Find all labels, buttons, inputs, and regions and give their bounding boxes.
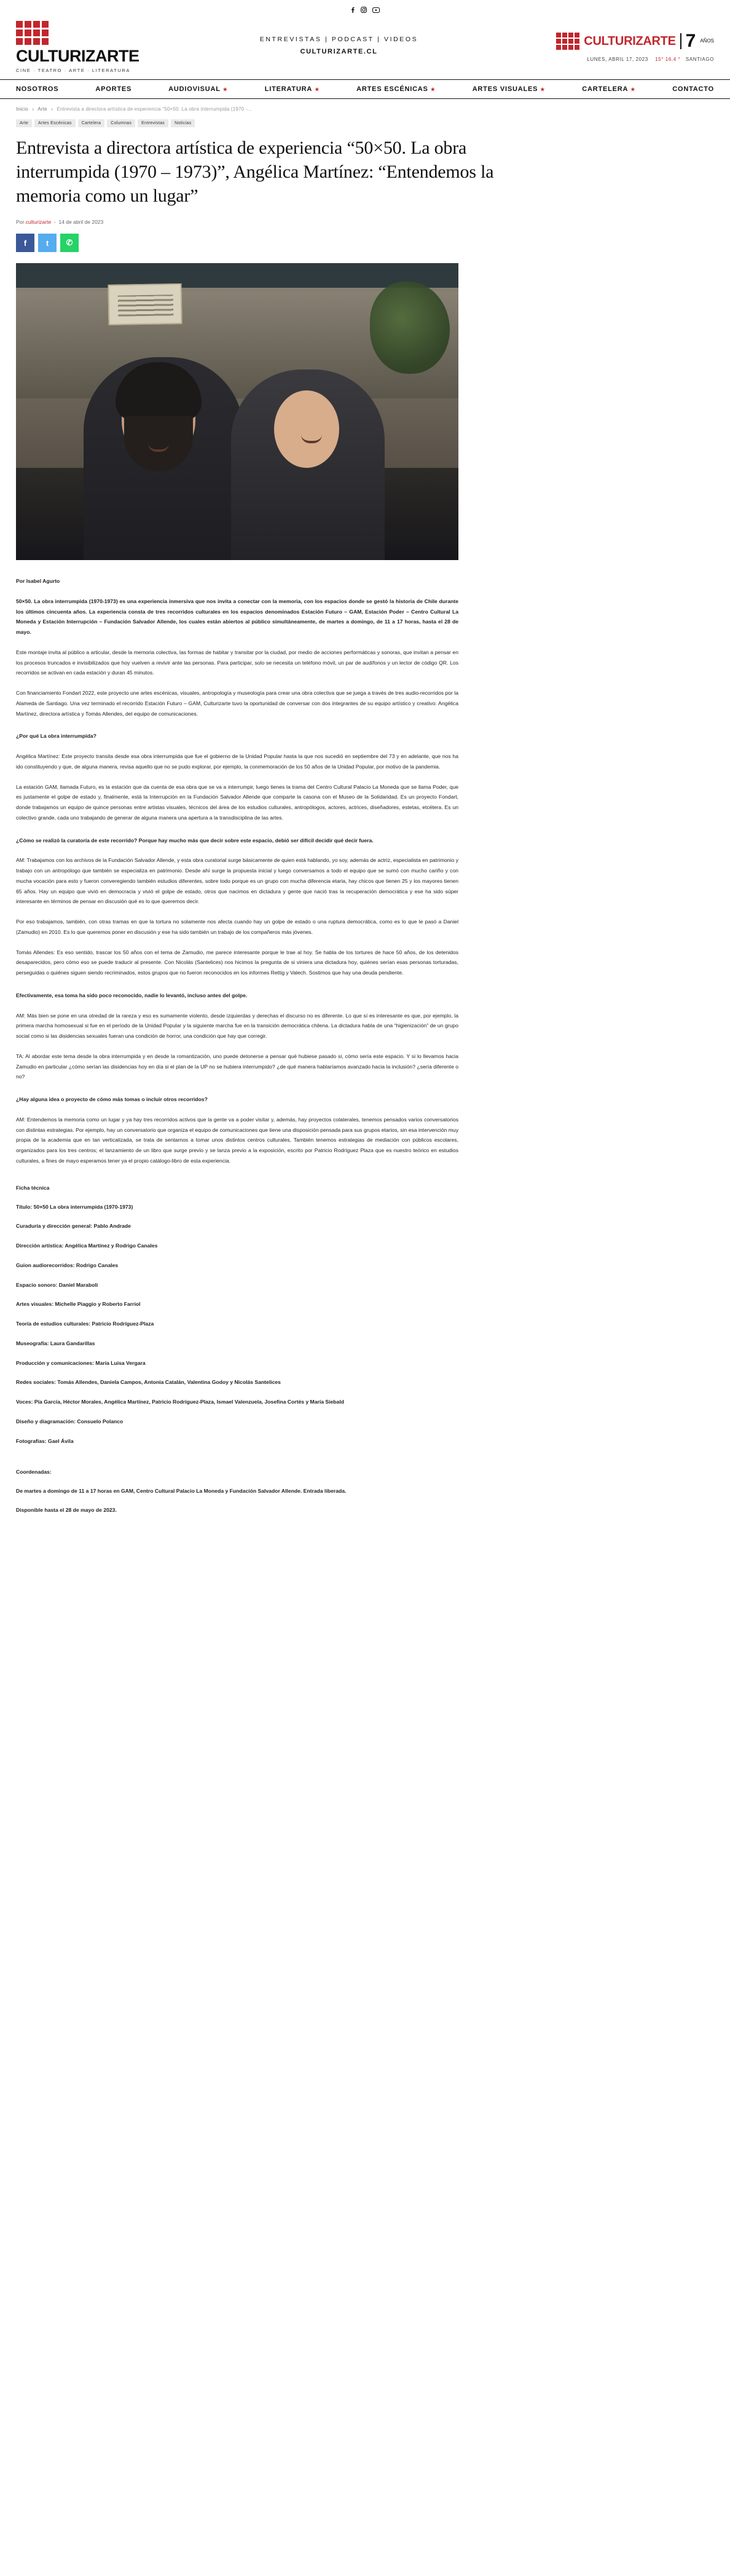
breadcrumb-separator: ›: [32, 106, 34, 112]
article-paragraph: 50×50. La obra interrumpida (1970-1973) es una experiencia inmersiva que nos invita a conectar con la memoria, con los espacios donde se gestó la historia de Chile durante los últimos cincuenta años. La experiencia consta de tres recorridos culturales en los espacios denominados Estación Futuro – GAM, Estación Poder – Centro Cultural La Moneda y Estación Interrupción – Fundación Salvador Allende, los cuales están abiertos al público simultáneamente, de martes a domingo, de 11 a 17 horas, hasta el 28 de mayo.: [16, 598, 458, 635]
anniversary-brand: CULTURIZARTE: [584, 34, 676, 48]
nav-item-audiovisual[interactable]: [168, 85, 228, 93]
share-buttons[interactable]: [16, 234, 714, 252]
facebook-icon[interactable]: [350, 7, 355, 13]
tag-list: [16, 119, 714, 127]
logo-dots: [16, 21, 148, 45]
nav-label: AUDIOVISUAL: [168, 85, 221, 93]
nav-label: APORTES: [95, 85, 132, 93]
ficha-item: Curaduría y dirección general: Pablo Andrade: [16, 1223, 131, 1230]
hero-person-left: [84, 357, 243, 560]
star-icon: ★: [222, 86, 228, 92]
anniversary-divider: [680, 33, 681, 49]
tag-columnas[interactable]: Columnas: [107, 119, 135, 127]
anniversary-number: 7: [685, 31, 696, 51]
nav-label: NOSOTROS: [16, 85, 59, 93]
star-icon: ★: [630, 86, 636, 92]
byline-prefix: Por: [16, 219, 25, 225]
tag-cartelera[interactable]: Cartelera: [78, 119, 105, 127]
hero-banner: [108, 283, 182, 325]
tag-entrevistas[interactable]: Entrevistas: [138, 119, 168, 127]
page-title: Entrevista a directora artística de experiencia “50×50. La obra interrumpida (1970 – 1973)”, Angélica Martínez: “Entendemos la memoria como un lugar”: [16, 138, 494, 206]
logo-tagline: CINE · TEATRO · ARTE · LITERATURA: [16, 68, 131, 73]
star-icon: ★: [430, 86, 436, 92]
ficha-item: Fotografías: Gael Ávila: [16, 1437, 74, 1444]
tag-artes-escenicas[interactable]: Artes Escénicas: [34, 119, 76, 127]
breadcrumb-separator: ›: [51, 106, 53, 112]
tag-arte[interactable]: Arte: [16, 119, 32, 127]
weather-temp: 15° 16.4 °: [655, 57, 681, 62]
nav-item-cartelera[interactable]: [582, 85, 635, 93]
byline-author[interactable]: culturizarte: [25, 219, 52, 225]
article-paragraph: Con financiamiento Fondart 2022, este proyecto une artes escénicas, visuales, antropología y museología para crear una obra colectiva que se juega a través de tres audio-recorridos por la Alameda de Santiago. Una vez terminado el recorrido Estación Futuro – GAM, Culturizarte tuvo la oportunidad de conversar con dos integrantes de su equipo artístico y creativo: Angélica Martínez, directora artística y Tomás Allendes, del equipo de comunicaciones.: [16, 690, 458, 717]
star-icon: ★: [540, 86, 546, 92]
breadcrumb-item-home[interactable]: Inicio: [16, 106, 28, 112]
interview-question: Efectivamente, esa toma ha sido poco reconocido, nadie lo levantó, incluso antes del golpe.: [16, 992, 248, 998]
nav-item-aportes[interactable]: [95, 85, 131, 93]
nav-label: ARTES VISUALES: [472, 85, 538, 93]
ficha-item: Dirección artística: Angélica Martínez y Rodrigo Canales: [16, 1243, 158, 1249]
ficha-item: Guion audiorecorridos: Rodrigo Canales: [16, 1262, 119, 1268]
interview-answer: AM: Entendemos la memoria como un lugar y ya hay tres recorridos activos que la gente va a poder visitar y, además, hay proyectos colaterales, tenemos pensados varios conversatorios con distintas estrategias. Por ejemplo, hay un conversatorio que organiza el equipo de comunicaciones que tiene una disposición pensada para sus grupos etarios, sin esa intervención muy propia de la academia que en tan verticalizada, se trata de sentarnos a tomar unos distintos centros culturales, También tenemos estrategias de mediación con públicos escolares, organizados para los tres centros; el lanzamiento de un libro que surge previo y se lanza previo a la exposición, escrito por Patricio Rodríguez Plaza que es nuestro teórico en estudios culturales, a fines de mayo esperamos tener ya el propio catálogo-libro de esta experiencia.: [16, 1116, 458, 1164]
instagram-icon[interactable]: [361, 7, 367, 13]
nav-label: LITERATURA: [264, 85, 313, 93]
whatsapp-share-button[interactable]: ✆: [60, 234, 79, 252]
ficha-item: Redes sociales: Tomás Allendes, Daniela Campos, Antonia Catalán, Valentina Godoy y Nicolás Santelices: [16, 1379, 281, 1386]
facebook-share-button[interactable]: f: [16, 234, 34, 252]
hero-person-right: [231, 369, 385, 560]
ficha-list: [16, 1202, 458, 1447]
interview-question: ¿Por qué La obra interrumpida?: [16, 733, 96, 740]
ficha-item: Voces: Pía García, Héctor Morales, Angélica Martínez, Patricio Rodríguez-Plaza, Ismael Valenzuela, Josefina Cortés y María Siebald: [16, 1399, 344, 1405]
nav-item-artes-visuales[interactable]: [473, 85, 546, 93]
ficha-item: Espacio sonoro: Daniel Maraboli: [16, 1281, 98, 1288]
article-author-line: Por Isabel Agurto: [16, 578, 60, 584]
coordinates-block: [16, 1467, 458, 1515]
coordinates-item: De martes a domingo de 11 a 17 horas en GAM, Centro Cultural Palacio La Moneda y Fundación Salvador Allende. Entrada liberada.: [16, 1488, 347, 1494]
star-icon: ★: [315, 86, 320, 92]
anniversary-dots: [556, 33, 579, 50]
anniversary-label: AÑOS: [700, 38, 714, 44]
nav-label: ARTES ESCÉNICAS: [356, 85, 428, 93]
interview-question: ¿Hay alguna idea o proyecto de cómo más tomas o incluir otros recorridos?: [16, 1096, 208, 1102]
interview-answer: Angélica Martínez: Este proyecto transita desde esa obra interrumpida que fue el gobierno de la Unidad Popular hasta la que nos sucedió en septiembre del 73 y en adelante, que nos ha ido constituyendo y que, de alguna manera, revisa aquello que no se pudo explorar, por ejemplo, la conmemoración de los 50 años de la Unidad Popular, por motivo de la pandemia.: [16, 753, 458, 770]
byline-date: 14 de abril de 2023: [58, 219, 104, 225]
coordinates-heading: Coordenadas:: [16, 1469, 52, 1476]
site-logo[interactable]: [16, 21, 148, 73]
interview-answer: AM: Más bien se pone en una otredad de la rareza y eso es sumamente violento, desde izquierdas y derechas el discurso no es diferente. Lo que sí es interesante es que, por ejemplo, la primera marcha homosexual si fue en el período de la Unidad Popular y la siguiente marcha fue en la transición democrática chilena. La dictadura habla de una “higienización” de un grupo social como si las disidencias sexuales fueran una condición de horror, una condición que hay que corregir.: [16, 1012, 458, 1039]
social-bar: [0, 0, 730, 16]
masthead-right: [530, 32, 714, 62]
article-paragraph: Este montaje invita al público a articular, desde la memoria colectiva, las formas de habitar y transitar por la ciudad, por medio de acciones performáticas y sonoras, que invitan a pensar en los procesos truncados e invisibilizados que hoy vuelven a revivir ante las personas. Para participar, solo se necesita un teléfono móvil, un par de audífonos y un lector de código QR. Los recorridos se activan en cada estación y duran 45 minutos.: [16, 649, 458, 676]
masthead-date: LUNES, ABRIL 17, 2023: [587, 57, 648, 62]
youtube-icon[interactable]: [372, 7, 380, 13]
logo-wordmark: CULTURIZARTE: [16, 47, 139, 65]
byline: Por culturizarte - 14 de abril de 2023: [16, 219, 104, 225]
interview-answer: Por eso trabajamos, también, con otras tramas en que la tortura no solamente nos afecta cuando hay un golpe de estado o una ruptura democrática, como es lo que le pasó a Daniel (Zamudio) en 2010. Es lo que queremos poner en discusión y ese ha sido también un trabajo de los compañeros más jóvenes.: [16, 919, 458, 935]
nav-item-literatura[interactable]: [265, 85, 320, 93]
interview-answer: La estación GAM, llamada Futuro, es la estación que da cuenta de esa obra que se va a interrumpir, luego tienes la trama del Centro Cultural Palacio La Moneda que se llama Poder, que es justamente el golpe de estado y, finalmente, está la Interrupción en la Fundación Salvador Allende que comparte la casona con el Museo de la Solidaridad. Es un proyecto Fondart, donde trabajamos un equipo de quince personas entre artistas visuales, técnicos del área de los estudios culturales, antropólogos, actores, actrices, diseñadores, estetas, etcétera. Es un colectivo grande, cada uno trabajando de generar de alguna manera una apertura a la transdisciplina de las artes.: [16, 783, 458, 821]
masthead-center: [148, 36, 530, 59]
ficha-item: Museografía: Laura Gandarillas: [16, 1340, 95, 1346]
nav-item-artes-escenicas[interactable]: [356, 85, 436, 93]
hero-image: [16, 263, 458, 560]
article-body: [16, 576, 458, 1515]
ficha-item: Título: 50×50 La obra interrumpida (1970-1973): [16, 1203, 133, 1210]
coordinates-item: Disponible hasta el 28 de mayo de 2023.: [16, 1506, 117, 1513]
nav-item-contacto[interactable]: [672, 85, 714, 93]
ficha-item: Teoría de estudios culturales: Patricio Rodríguez-Plaza: [16, 1321, 154, 1327]
masthead-site-url: CULTURIZARTE.CL: [300, 47, 378, 55]
masthead-nav-line[interactable]: ENTREVISTAS | PODCAST | VIDEOS: [259, 35, 418, 43]
breadcrumb: [16, 99, 714, 117]
ficha-item: Artes visuales: Michelle Piaggio y Roberto Farriol: [16, 1301, 141, 1308]
tag-noticias[interactable]: Noticias: [171, 119, 195, 127]
nav-label: CONTACTO: [672, 85, 714, 93]
interview-answer: Tomás Allendes: Es eso sentido, trascar los 50 años con el tema de Zamudio, me parece interesante porque le trae al hoy. Se habla de los tortures de hace 50 años, de los detenidos desaparecidos, pero cómo eso se puede traducir al presente. Con Nicolás (Santelices) nos hicimos la pregunta de si viniera una dictadura hoy, quiénes serían esas personas torturadas, perseguidas o quiénes siguen siendo recriminados, estos grupos que no fueron reconocidos en los informes Rettig y Valech. Sostimos que hay una deuda pendiente.: [16, 949, 458, 976]
ficha-item: Producción y comunicaciones: María Luisa Vergara: [16, 1359, 146, 1366]
twitter-share-button[interactable]: t: [38, 234, 57, 252]
anniversary-badge: [530, 32, 714, 50]
ficha-item: Diseño y diagramación: Consuelo Polanco: [16, 1418, 124, 1424]
interview-question: ¿Cómo se realizó la curatoría de este recorrido? Porque hay mucho más que decir sobre este espacio, debió ser difícil decidir qué decir fuera.: [16, 837, 374, 844]
breadcrumb-item-current: Entrevista a directora artística de experiencia "50×50. La obra interrumpida (1970 -...: [57, 106, 252, 112]
weather-city: SANTIAGO: [685, 57, 714, 62]
interview-answer: AM: Trabajamos con los archivos de la Fundación Salvador Allende, y esta obra curatorial surge básicamente de quien está hablando, yo soy, además de actriz, especialista en patrimonio y trabajo con un antropólogo que también se especializa en patrimonio. Desde ahí surge la propuesta inicial y luego conversamos a todo el equipo que se sumó con mucho cariño y con mucha vocación para esto y fueron converegiendo también estudios diferentes, sobre todo porque es un grupo con mucha diferencia etaria, hay chicos que tienen 25 y los mayores tienen 65 años. Hay un equipo que vivió en democracia y vivió el golpe de estado, otros que nacimos en dictadura y gente que nació tras la recuperación democrática y ese ha sido súper interesante en términos de pensar en discusión qué es lo que queremos decir.: [16, 857, 458, 905]
nav-item-nosotros[interactable]: [16, 85, 58, 93]
nav-label: CARTELERA: [582, 85, 629, 93]
ficha-heading: Ficha técnica: [16, 1184, 50, 1191]
masthead: [0, 16, 730, 79]
masthead-meta: [530, 57, 714, 62]
interview-answer: TA: Al abordar este tema desde la obra interrumpida y en desde la romantización, uno puede detonerse a pensar qué hubiese pasado si, cómo sería este espacio. Y si lo llevamos hacia Zamudio en particular ¿cómo serían las disidencias hoy en día si el plan de la UP no se hubiera interrumpido? ¿de qué manera hablaríamos avanzado hacia la inclusión? ¿sería diferente o no?: [16, 1053, 458, 1080]
breadcrumb-item-arte[interactable]: Arte: [37, 106, 47, 112]
main-navigation[interactable]: [0, 79, 730, 99]
